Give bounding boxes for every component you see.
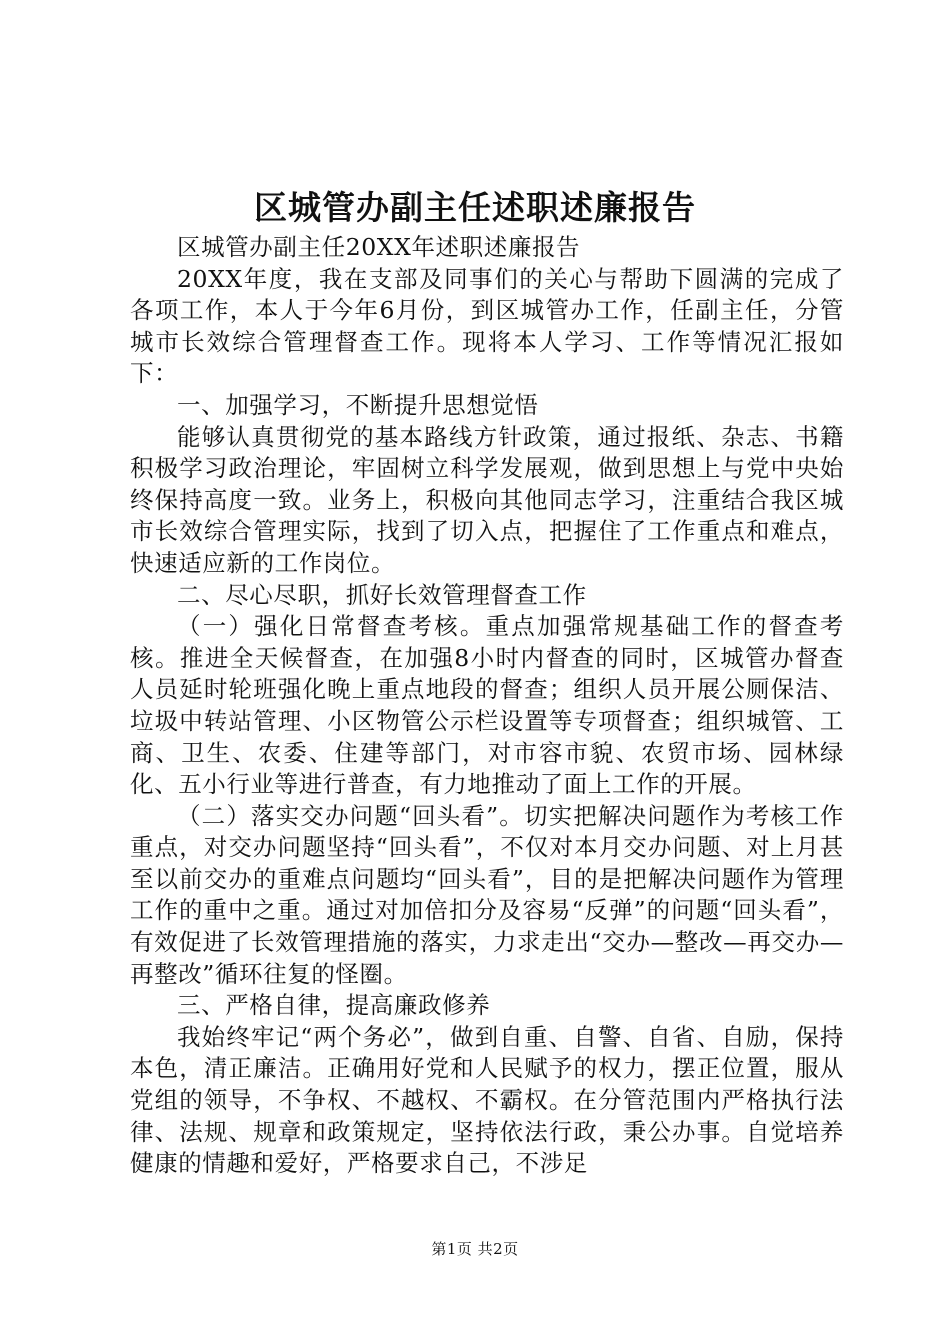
document-title: 区城管办副主任述职述廉报告 [254, 188, 696, 227]
paragraph-intro: 20XX年度，我在支部及同事们的关心与帮助下圆满的完成了各项工作，本人于今年6月份，到区城管办工作，任副主任，分管城市长效综合管理督查工作。现将本人学习、工作等情况汇报如下： [130, 264, 844, 388]
document-body [130, 232, 844, 1180]
section-heading-1: 一、加强学习，不断提升思想觉悟 [177, 390, 539, 419]
paragraph-study: 能够认真贯彻党的基本路线方针政策，通过报纸、杂志、书籍积极学习政治理论，牢固树立科学发展观，做到思想上与党中央始终保持高度一致。业务上，积极向其他同志学习，注重结合我区城市长效综合管理实际，找到了切入点，把握住了工作重点和难点，快速适应新的工作岗位。 [130, 422, 844, 577]
paragraph-inspection: （一）强化日常督查考核。重点加强常规基础工作的督查考核。推进全天候督查，在加强8小时内督查的同时，区城管办督查人员延时轮班强化晚上重点地段的督查；组织人员开展公厕保洁、垃圾中转站管理、小区物管公示栏设置等专项督查；组织城管、工商、卫生、农委、住建等部门，对市容市貌、农贸市场、园林绿化、五小行业等进行普查，有力地推动了面上工作的开展。 [130, 612, 844, 799]
paragraph-subtitle: 区城管办副主任20XX年述职述廉报告 [177, 233, 581, 261]
section-heading-2: 二、尽心尽职，抓好长效管理督查工作 [177, 580, 587, 609]
page-number: 第1页 共2页 [431, 1240, 519, 1258]
paragraph-review: （二）落实交办问题“回头看”。切实把解决问题作为考核工作重点，对交办问题坚持“回头看”，不仅对本月交办问题、对上月甚至以前交办的重难点问题均“回头看”，目的是把解决问题作为管理工作的重中之重。通过对加倍扣分及容易“反弹”的问题“回头看”，有效促进了长效管理措施的落实，力求走出“交办—整改—再交办—再整改”循环往复的怪圈。 [130, 801, 844, 988]
paragraph-integrity: 我始终牢记“两个务必”，做到自重、自警、自省、自励，保持本色，清正廉洁。正确用好党和人民赋予的权力，摆正位置，服从党组的领导，不争权、不越权、不霸权。在分管范围内严格执行法律、法规、规章和政策规定，坚持依法行政，秉公办事。自觉培养健康的情趣和爱好，严格要求自己，不涉足 [130, 1022, 844, 1178]
section-heading-3: 三、严格自律，提高廉政修养 [177, 991, 491, 1020]
